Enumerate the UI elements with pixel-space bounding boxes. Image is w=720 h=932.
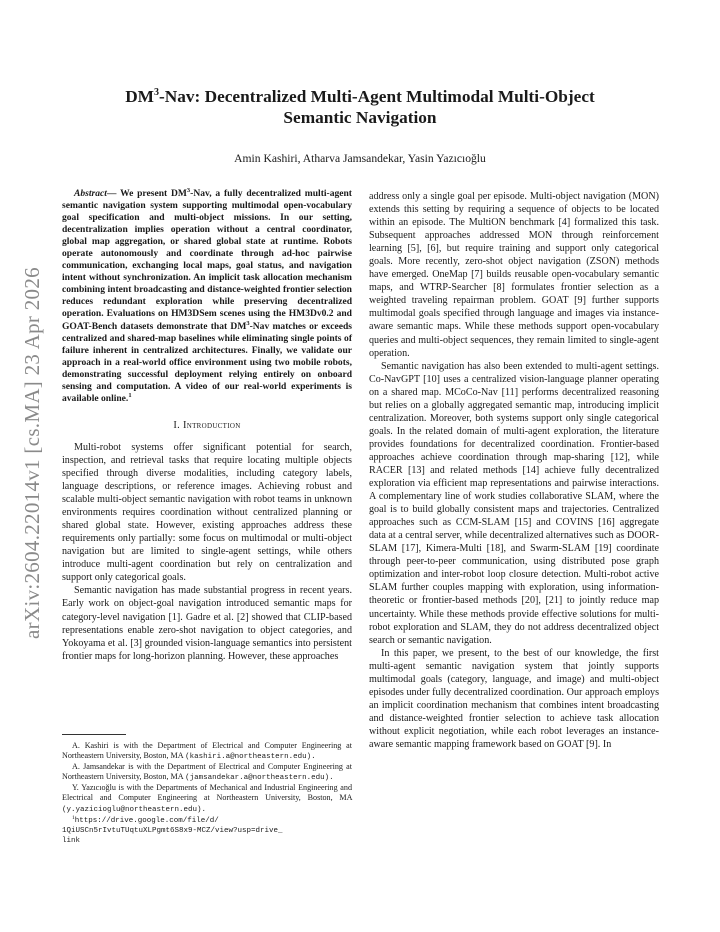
section-title: Introduction (182, 419, 241, 431)
title-superscript: 3 (154, 87, 159, 98)
footnote-author-2 (62, 762, 352, 783)
abstract-label: Abstract (74, 188, 107, 199)
footnote-rule (62, 734, 126, 735)
title-line2: Semantic Navigation (283, 108, 437, 127)
section-numeral: I. (173, 419, 183, 431)
footnote-author-3-text: Y. Yazıcıoğlu is with the Departments of Mechanical and Industrial Engineering and Electrical and Computer Engineering at Northeastern University, Boston, MA (62, 783, 352, 803)
abstract (62, 188, 352, 405)
paper-title (60, 86, 660, 128)
intro-paragraph: In this paper, we present, to the best of our knowledge, the first multi-agent semantic navigation system that jointly supports multimodal goals (category, language, and image) and multi-object episodes under fully decentralized coordination. Our approach employs an implicit coordination mechanism that combines intent broadcasting and distance-weighted frontier selection to achieve task allocation without explicit negotiation, while each robot leverages an instance-aware semantic mapping framework based on GOAT [9]. In (369, 647, 659, 750)
author-list: Amin Kashiri, Atharva Jamsandekar, Yasin Yazıcıoğlu (234, 152, 486, 165)
intro-paragraph: Semantic navigation has also been extended to multi-agent settings. Co-NavGPT [10] uses a centralized vision-language planner operating on a shared map. MCoCo-Nav [11] performs decentralized reasoning but relies on a globally aggregated semantic map, introducing implicit centralization. Moreover, both systems support only single categorical goals. In the related domain of multi-agent exploration, the literature provides foundations for decentralized coordination. Frontier-based approaches achieve coordination through map-sharing [12], while RACER [13] and related methods [14] achieve fully decentralized exploration via efficient map representations and pairwise interactions. A complementary line of work studies collaborative SLAM, where the goal is to build globally consistent maps and trajectories. Centralized approaches such as CCM-SLAM [15] and COVINS [16] aggregate data at a central server, while decentralized alternatives such as DOOR-SLAM [17], Kimera-Multi [18], and Swarm-SLAM [19] coordinate through peer-to-peer communication, using distributed pose graph optimization and inter-robot loop closure detection. Multi-robot active SLAM further couples mapping with exploration, using information-theoretic or frontier-based methods [20], [21] to jointly reduce map uncertainty. While these methods provide effective solutions for multi-robot exploration and SLAM, they do not address decentralized object search or semantic navigation. (369, 360, 659, 646)
footnote-author-1-email[interactable]: (kashiri.a@northeastern.edu). (185, 753, 316, 762)
abstract-text-1: -Nav, a fully decentralized multi-agent semantic navigation system supporting multimodal open-vocabulary goal specification and multi-object missions. In our setting, decentralization implies operation without a central coordinator, global map aggregation, or shared global state at runtime. Robots operate autonomously and coordinate through ad-hoc pairwise communication, exchanging local maps, goal status, and navigation intent without synchronization. An implicit task allocation mechanism combining intent broadcasting and distance-weighted frontier selection reduces redundant exploration while preserving decentralized operation. Evaluations on HM3DSem scenes using the HM3Dv0.2 and GOAT-Bench datasets demonstrate that DM (62, 188, 352, 332)
footnote-author-3 (62, 783, 352, 814)
footnote-author-1-text: A. Kashiri is with the Department of Electrical and Computer Engineering at Northeastern University, Boston, MA (62, 741, 352, 761)
abstract-text-2: -Nav matches or exceeds centralized and shared-map baselines while eliminating single points of failure inherent in centralized architectures. Finally, we validate our approach in a real-world office environment using two mobile robots, demonstrating successful deployment relying entirely on onboard sensing and computation. A video of our real-world experiments is available online. (62, 320, 352, 404)
title-prefix: DM (125, 87, 154, 106)
footnote-video-url-3[interactable]: link (62, 836, 81, 845)
arxiv-identifier-stamp: arXiv:2604.22014v1 [cs.MA] 23 Apr 2026 (20, 267, 44, 639)
footnote-author-3-email[interactable]: (y.yazicioglu@northeastern.edu). (62, 805, 207, 814)
footnotes (62, 734, 352, 846)
intro-paragraph: address only a single goal per episode. Multi-object navigation (MON) extends this setting by requiring a sequence of objects to be located within an episode. The MultiON benchmark [4] formalized this task. Subsequent approaches addressed MON through reinforcement learning [5], [6], but require training and support only categorical goals. More recently, zero-shot object navigation (ZSON) methods have emerged. OneMap [7] builds reusable open-vocabulary semantic maps, and WTRP-Searcher [8] formulates frontier selection as a weighted traveling repairman problem. GOAT [9] further supports multimodal goals specified through language and images via instance-aware semantic maps. While these methods support open-vocabulary queries and multi-object sequences, they remain limited to single-agent operation. (369, 191, 659, 359)
abstract-footnote-mark: 1 (128, 391, 132, 399)
abstract-lead: — We present DM (106, 188, 187, 199)
footnote-video-mark: 1 (72, 814, 75, 821)
right-column (369, 190, 659, 751)
left-column (62, 188, 352, 663)
abstract-superscript-1: 3 (186, 187, 191, 194)
title-line1-rest: -Nav: Decentralized Multi-Agent Multimodal Multi-Object (159, 87, 595, 106)
intro-paragraph: Semantic navigation has made substantial progress in recent years. Early work on object-goal navigation introduced semantic maps for category-level navigation [1]. Gadre et al. [2] showed that CLIP-based representations enable zero-shot navigation to object categories, and Yokoyama et al. [3] grounded vision-language semantics into persistent frontier maps for long-horizon planning. However, these approaches (62, 585, 352, 662)
footnote-author-2-email[interactable]: (jamsandekar.a@northeastern.edu). (185, 774, 334, 783)
footnote-author-2-text: A. Jamsandekar is with the Department of Electrical and Computer Engineering at Northeastern University, Boston, MA (62, 762, 352, 782)
footnote-video-link[interactable] (62, 815, 352, 826)
footnote-video-url-1[interactable]: https://drive.google.com/file/d/ (74, 816, 219, 825)
footnote-author-1 (62, 741, 352, 762)
abstract-superscript-2: 3 (246, 319, 250, 327)
intro-paragraph: Multi-robot systems offer significant potential for search, inspection, and retrieval tasks that require locating multiple objects specified through diverse modalities, including category labels, language descriptions, or reference images. Achieving robust and scalable multi-object semantic navigation with robot teams in unknown environments requires coordination without centralized planning or shared global state. However, existing approaches address these requirements only partially: some focus on multimodal or multi-object navigation but are limited to single-agent settings, while others introduce multi-agent coordination but rely on centralization and support only categorical goals. (62, 441, 352, 584)
footnote-video-url-2[interactable]: 1QiUSCn5rIvtuTUqtuXLPgmt6S8x9-MCZ/view?usp=drive_ (62, 826, 283, 835)
section-heading-introduction (62, 419, 352, 432)
